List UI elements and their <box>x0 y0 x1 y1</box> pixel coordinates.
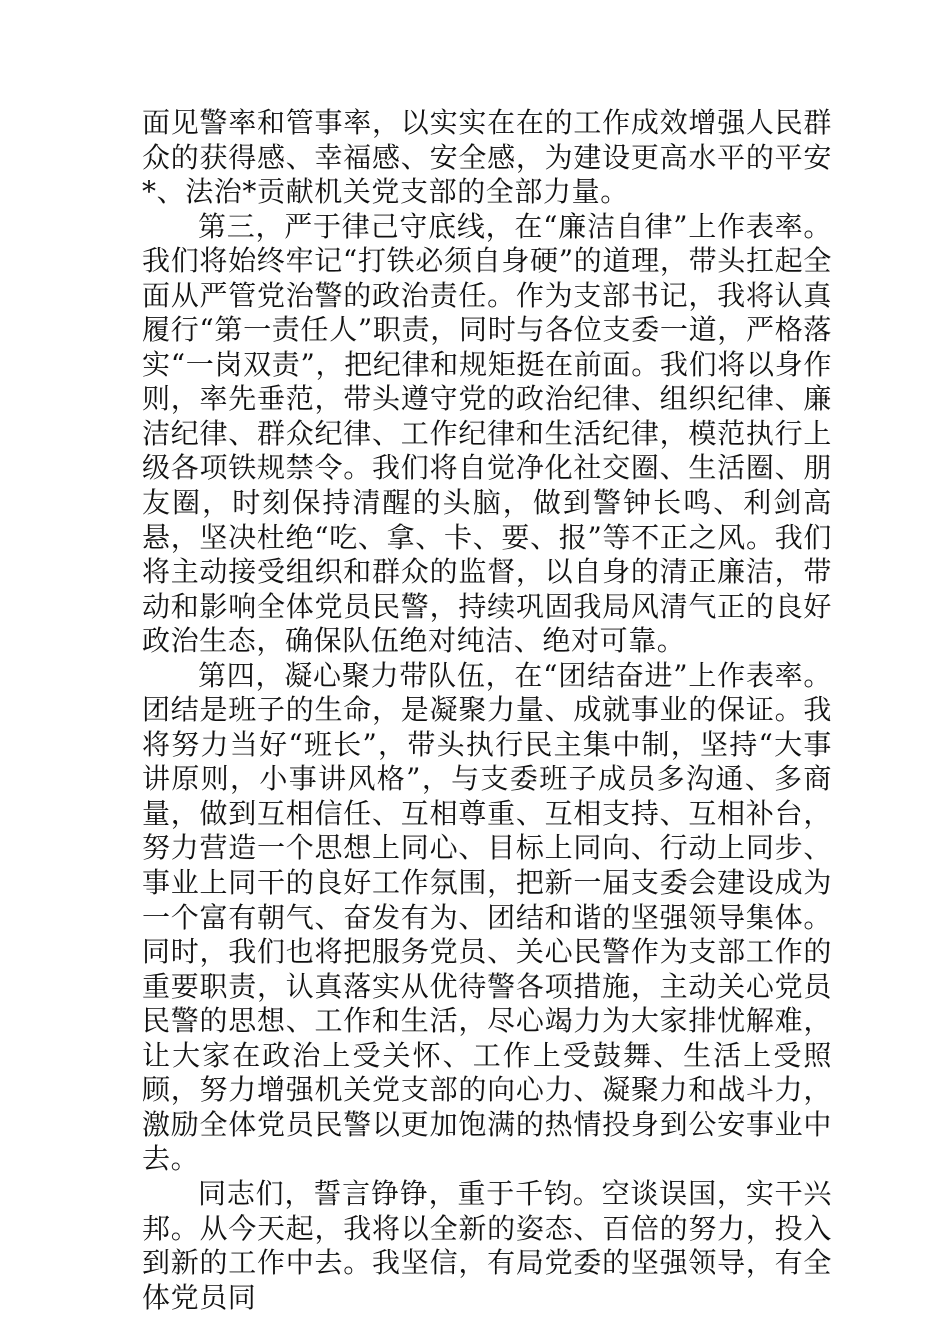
paragraph-continuation: 面见警率和管事率，以实实在在的工作成效增强人民群众的获得感、幸福感、安全感，为建设更高水平的平安*、法治*贡献机关党支部的全部力量。 <box>142 106 832 209</box>
paragraph-unity: 第四，凝心聚力带队伍，在“团结奋进”上作表率。团结是班子的生命，是凝聚力量、成就事业的保证。我将努力当好“班长”，带头执行民主集中制，坚持“大事讲原则，小事讲风格”，与支委班子成员多沟通、多商量，做到互相信任、互相尊重、互相支持、互相补台，努力营造一个思想上同心、目标上同向、行动上同步、事业上同干的良好工作氛围，把新一届支委会建设成为一个富有朝气、奋发有为、团结和谐的坚强领导集体。同时，我们也将把服务党员、关心民警作为支部工作的重要职责，认真落实从优待警各项措施，主动关心党员民警的思想、工作和生活，尽心竭力为大家排忧解难，让大家在政治上受关怀、工作上受鼓舞、生活上受照顾，努力增强机关党支部的向心力、凝聚力和战斗力，激励全体党员民警以更加饱满的热情投身到公安事业中去。 <box>142 658 832 1176</box>
paragraph-integrity: 第三，严于律己守底线，在“廉洁自律”上作表率。我们将始终牢记“打铁必须自身硬”的道理，带头扛起全面从严管党治警的政治责任。作为支部书记，我将认真履行“第一责任人”职责，同时与各位支委一道，严格落实“一岗双责”，把纪律和规矩挺在前面。我们将以身作则，率先垂范，带头遵守党的政治纪律、组织纪律、廉洁纪律、群众纪律、工作纪律和生活纪律，模范执行上级各项铁规禁令。我们将自觉净化社交圈、生活圈、朋友圈，时刻保持清醒的头脑，做到警钟长鸣、利剑高悬，坚决杜绝“吃、拿、卡、要、报”等不正之风。我们将主动接受组织和群众的监督，以自身的清正廉洁，带动和影响全体党员民警，持续巩固我局风清气正的良好政治生态，确保队伍绝对纯洁、绝对可靠。 <box>142 209 832 658</box>
paragraph-closing: 同志们，誓言铮铮，重于千钧。空谈误国，实干兴邦。从今天起，我将以全新的姿态、百倍的努力，投入到新的工作中去。我坚信，有局党委的坚强领导，有全体党员同 <box>142 1176 832 1314</box>
document-body <box>142 106 832 1315</box>
